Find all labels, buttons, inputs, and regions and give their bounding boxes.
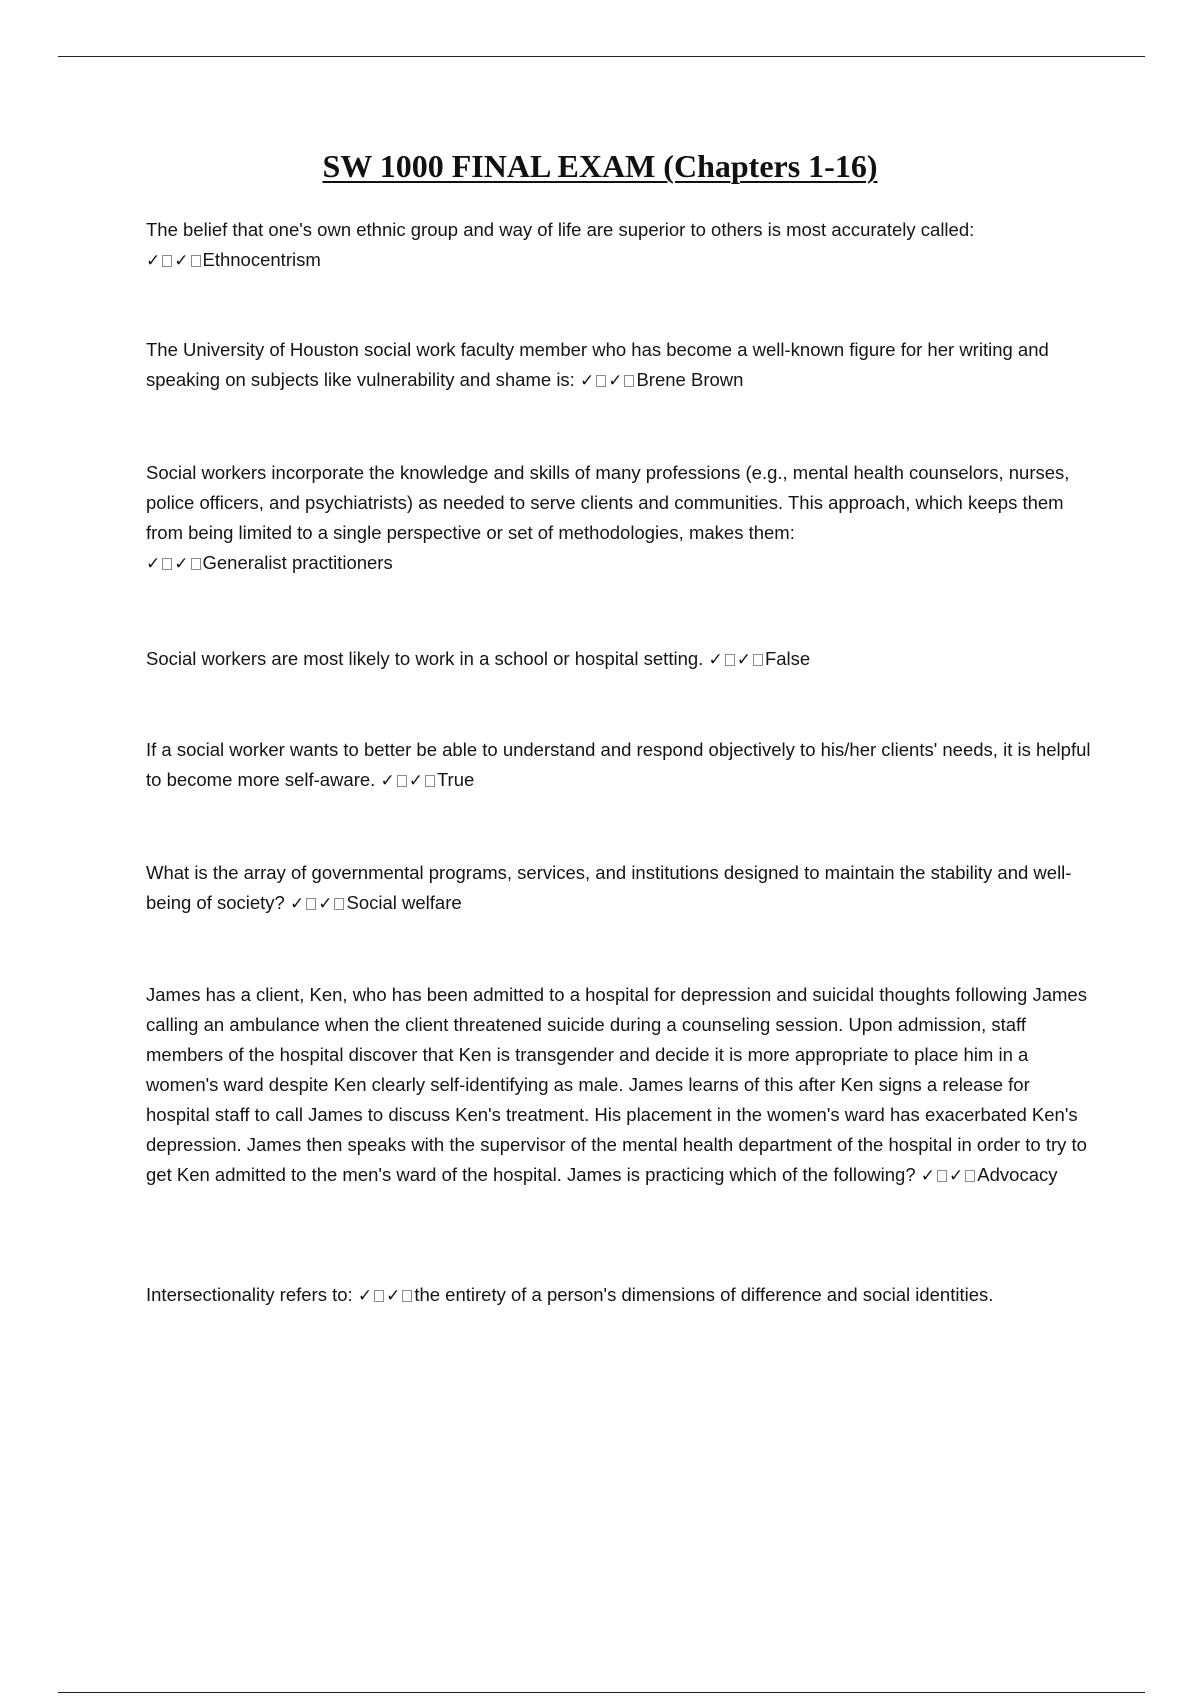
check-icon: ✓ [174,251,189,271]
check-icon: ✓ [174,554,189,574]
question-item [146,644,1096,675]
answer-text: False [764,648,811,669]
check-icon: ✓ [708,650,723,670]
checkbox-icon [374,1290,384,1302]
check-icon: ✓ [608,371,623,391]
check-icon: ✓ [380,771,395,791]
question-text: Intersectionality refers to: [146,1284,353,1305]
check-icon: ✓ [920,1166,936,1186]
answer-marker [580,371,637,391]
checkbox-icon [191,558,201,570]
check-icon: ✓ [146,251,161,271]
checkbox-icon [425,775,435,787]
check-icon: ✓ [146,554,161,574]
answer-text: Generalist practitioners [202,552,393,573]
check-icon: ✓ [579,371,595,391]
answer-text: Brene Brown [636,369,744,390]
checkbox-icon [624,375,634,387]
answer-marker [358,1286,415,1306]
checkbox-icon [334,898,344,910]
question-text: The belief that one's own ethnic group and way of life are superior to others is most accurately called: [146,219,975,240]
answer-text: the entirety of a person's dimensions of difference and social identities. [414,1284,994,1305]
checkbox-icon [596,375,606,387]
checkbox-icon [397,775,407,787]
answer-text: Ethnocentrism [202,249,321,270]
checkbox-icon [306,898,316,910]
answer-marker [290,894,347,914]
question-text: Social workers incorporate the knowledge and skills of many professions (e.g., mental health counselors, nurses, police officers, and psychiatrists) as needed to serve clients and communities. This approach, which keeps them from being limited to a single perspective or set of methodologies, makes them: [146,462,1070,543]
question-text: James has a client, Ken, who has been admitted to a hospital for depression and suicidal thoughts following James calling an ambulance when the client threatened suicide during a counseling session. Upon admission, staff members of the hospital discover that Ken is transgender and decide it is more appropriate to place him in a women's ward despite Ken clearly self-identifying as male. James learns of this after Ken signs a release for hospital staff to call James to discuss Ken's treatment. His placement in the women's ward has exacerbated Ken's depression. James then speaks with the supervisor of the mental health department of the hospital in order to try to get Ken admitted to the men's ward of the hospital. James is practicing which of the following? [146,984,1087,1185]
question-item [146,335,1096,396]
question-text: The University of Houston social work faculty member who has become a well-known figure for her writing and speaking on subjects like vulnerability and shame is: [146,339,1049,390]
check-icon: ✓ [736,650,751,670]
answer-text: Advocacy [977,1164,1058,1185]
checkbox-icon [965,1170,975,1182]
question-item [146,1280,1096,1311]
checkbox-icon [191,255,201,267]
answer-marker [921,1166,978,1186]
check-icon: ✓ [289,894,305,914]
question-item [146,980,1096,1191]
check-icon: ✓ [949,1166,964,1186]
check-icon: ✓ [408,771,423,791]
answer-marker [146,554,203,574]
answer-text: Social welfare [346,892,462,913]
check-icon: ✓ [357,1286,373,1306]
bottom-rule [58,1692,1145,1693]
checkbox-icon [937,1170,947,1182]
checkbox-icon [402,1290,412,1302]
question-item [146,735,1096,796]
question-item [146,858,1096,919]
checkbox-icon [753,654,763,666]
checkbox-icon [162,558,172,570]
answer-marker [146,251,203,271]
question-item [146,458,1096,579]
top-rule [58,56,1145,57]
checkbox-icon [725,654,735,666]
answer-marker [708,650,765,670]
question-text: If a social worker wants to better be able to understand and respond objectively to his/her clients' needs, it is helpful to become more self-aware. [146,739,1091,790]
check-icon: ✓ [318,894,333,914]
answer-marker [380,771,437,791]
document-title: SW 1000 FINAL EXAM (Chapters 1-16) [322,148,878,184]
question-item [146,215,1096,276]
question-text: Social workers are most likely to work in a school or hospital setting. [146,648,704,669]
check-icon: ✓ [386,1286,401,1306]
question-text: What is the array of governmental programs, services, and institutions designed to maintain the stability and well-being of society? [146,862,1072,913]
answer-text: True [436,769,475,790]
checkbox-icon [162,255,172,267]
